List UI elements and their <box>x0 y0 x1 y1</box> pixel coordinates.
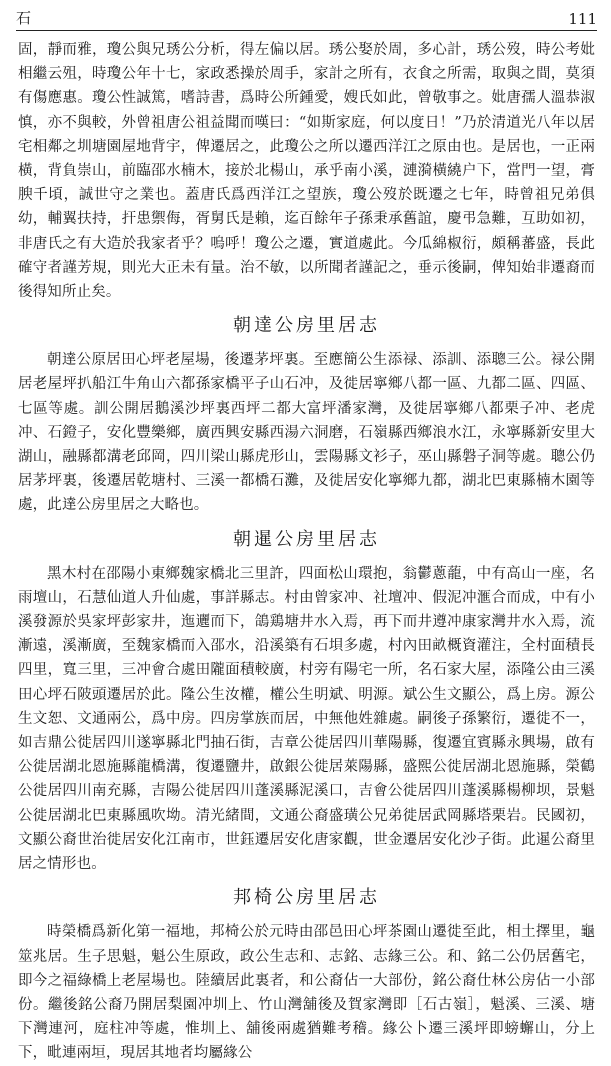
page-number: 111 <box>568 10 597 28</box>
section-title-chaoda: 朝達公房里居志 <box>233 315 380 337</box>
header-surname: 石 <box>16 9 32 27</box>
paragraph-chaoda: 朝達公原居田心坪老屋場，後遷茅坪裏。至應簡公生添禄、添訓、添聰三公。禄公開居老屋坪扒船江牛角山六都孫家橋平子山石冲，及徙居寧鄉八都一區、九都二區、四區、七區等處。訓公開居鵝溪沙坪裏西坪二都大富坪潘家灣，及徙居寧鄉八都栗子冲、老虎冲、石鐙子，安化豐樂鄉，廣西興安縣西湯六洞磨，石嶺縣西鄉浪水江，永寧縣新安里大湖山，融縣都溝老邱岡，四川梁山縣虎形山，雲陽縣文衫子，巫山縣磐子洞等處。聰公仍居茅坪裏，後遷居乾塘村、三溪一都橋石灘，及徙居安化寧鄉九都，湖北巴東縣楠木園等處，此達公房里居之大略也。 <box>18 352 595 514</box>
page-header <box>16 4 597 28</box>
page-body <box>18 38 595 1066</box>
paragraph-continuation: 固，靜而雅，瓊公與兄琇公分析，得左偏以居。琇公娶於周，多心計，琇公歿，時公考妣相繼云殂，時瓊公年十七，家政悉操於周手，家計之所有，衣食之所需，取與之間，莫須有傷應惠。瓊公性誠篤，嗜詩書，爲時公所鍾愛，嫂氏如此，曾敬事之。妣唐孺人溫恭淑慎，亦不與較，外曾祖唐公祖益聞而嘆曰：“如斯家庭，何以度日！”乃於清道光八年以居宅相鄰之圳塘園屋地背宇，俾遷居之，此瓊公之所以遷西洋江之原由也。是居也，一正兩橫，背負崇山，前臨邵水楠木，接於北楊山，承乎南小溪，漣漪橫繞户下，當門一望，膏腴千頃，誠世守之業也。蓋唐氏爲西洋江之望族，瓊公歿於既遷之七年，時曾祖兄弟俱幼，輔翼扶持，扞患禦侮，胥舅氏是賴，迄百餘年子孫秉承舊誼，慶弔急難，互助如初，非唐氏之有大造於我家者乎？嗚呼！瓊公之遷，實道處此。今瓜綿椒衍，頗稱蕃盛，長此確守者謹芳規，則光大正未有量。治不敏，以所聞者謹記之，垂示後嗣，俾知始非遷裔而後得知所止矣。 <box>18 42 595 301</box>
section-title-chaoxian: 朝暹公房里居志 <box>233 528 380 550</box>
section-title-bangyi: 邦椅公房里居志 <box>233 887 380 909</box>
paragraph-bangyi: 時榮橋爲新化第一福地，邦椅公於元時由邵邑田心坪茶園山遷徙至此，相土擇里，龜筮兆居。生子思魁，魁公生原政，政公生志和、志銘、志緣三公。和、銘二公仍居舊宅，即今之福綠橋上老屋場也。陸續居此裏者，和公裔佔一大部份，銘公裔仕林公房佔一小部份。繼後銘公裔乃開居梨園冲圳上、竹山灣舖後及賀家灣即［石古嶺］，魁溪、三溪、塘下灣連河，庭柱冲等處，惟圳上、舖後兩處猶難考稽。緣公卜遷三溪坪即螃蠏山，分上下，毗連兩垣，現居其地者均屬緣公 <box>18 924 595 1062</box>
header-divider <box>16 30 597 31</box>
paragraph-chaoxian: 黑木村在邵陽小東鄉魏家橋北三里許，四面松山環抱，翁鬱蔥蘢，中有高山一座，名雨壇山，石慧仙道人升仙處，事詳縣志。村由曾家冲、社壇冲、假泥冲滙合而成，中有小溪發源於吳家坪彭家井，迤邐而下，鴿鶏塘井水入焉，再下而井遵冲康家灣井水入焉，流漸遠，溪漸廣，至魏家橋而入邵水，沿溪築有石垻多處，村內田畝概資灌注，全村面積長四里，寬三里，三冲會合處田隴面積較廣，村旁有陽宅一所，名石家大屋，添隆公由三溪田心坪石陂頭遷居於此。隆公生汝權，權公生明斌、明源。斌公生文顯公，爲上房。源公生文恕、文通兩公，爲中房。四房掌族而居，中無他姓雜處。嗣後子孫繁衍，遷徙不一，如吉鼎公徙居四川遂寧縣北門抽石街，吉章公徙居四川華陽縣，復遷宜賓縣永興場，啟有公徙居湖北恩施縣龍橋溝，復遷鹽井，啟銀公徙居萊陽縣，盛熙公徙居湖北恩施縣，榮鶴公徙居四川南充縣，吉陽公徙居四川蓬溪縣泥溪口，吉會公徙居四川蓬溪縣楊柳坝，景魁公徙居湖北巴東縣風吹坳。清光緒間，文通公裔盛璜公兄弟徙居武岡縣塔栗岩。民國初，文顯公裔世治徙居安化江南市，世鈺遷居安化唐家觀，世金遷居安化沙子街。此暹公裔里居之情形也。 <box>18 565 595 873</box>
